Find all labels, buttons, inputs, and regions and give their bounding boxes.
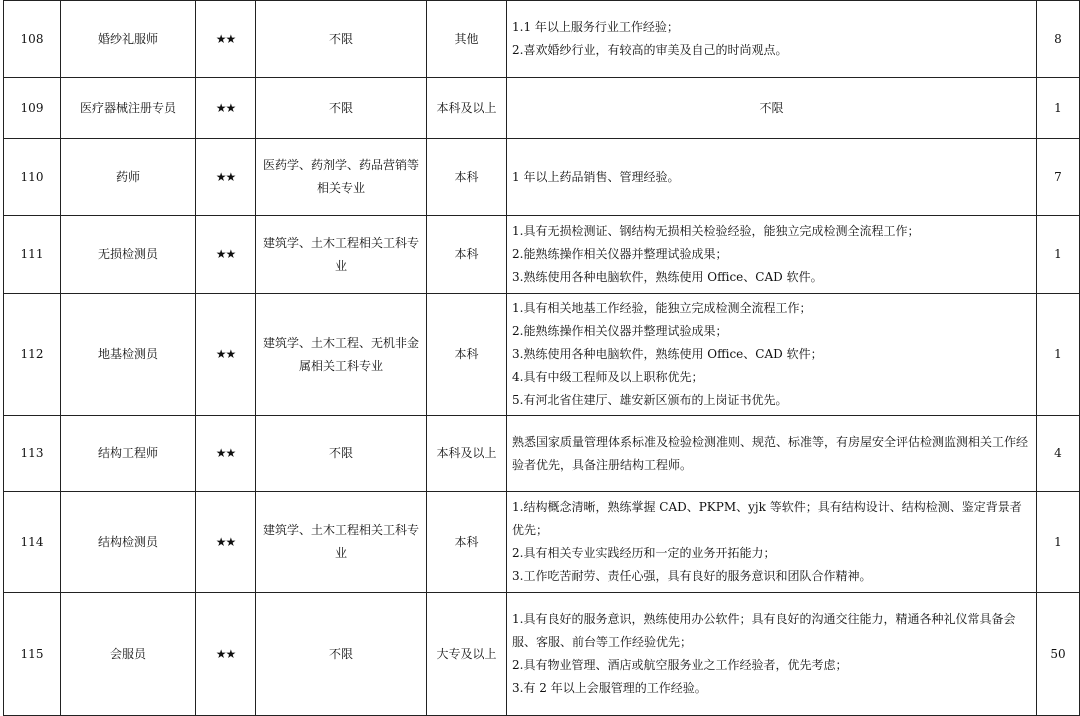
education-cell: 大专及以上 [427, 593, 507, 716]
major-cell: 不限 [256, 78, 427, 139]
star-rating-cell: ★★ [196, 492, 256, 593]
requirement-line: 1.具有无损检测证、钢结构无损相关检验经验，能独立完成检测全流程工作； [512, 220, 1031, 243]
requirement-line: 2.具有相关专业实践经历和一定的业务开拓能力； [512, 542, 1031, 565]
education-cell: 本科及以上 [427, 416, 507, 492]
table-row [4, 1, 1080, 78]
requirement-line: 2.具有物业管理、酒店或航空服务业之工作经验者，优先考虑； [512, 654, 1031, 677]
requirement-line: 1.具有相关地基工作经验，能独立完成检测全流程工作； [512, 297, 1031, 320]
requirement-line: 4.具有中级工程师及以上职称优先； [512, 366, 1031, 389]
requirements-cell [507, 78, 1037, 139]
requirement-line: 1.1 年以上服务行业工作经验； [512, 16, 1031, 39]
requirement-line: 1 年以上药品销售、管理经验。 [512, 166, 1031, 189]
requirements-cell [507, 593, 1037, 716]
table-row [4, 416, 1080, 492]
job-number-cell: 111 [4, 216, 61, 294]
education-cell: 本科 [427, 492, 507, 593]
table-row [4, 492, 1080, 593]
major-cell: 建筑学、土木工程、无机非金属相关工科专业 [256, 294, 427, 416]
star-rating-cell: ★★ [196, 416, 256, 492]
requirements-cell [507, 1, 1037, 78]
table-row [4, 593, 1080, 716]
job-table [3, 0, 1080, 716]
job-number-cell: 113 [4, 416, 61, 492]
major-cell: 医药学、药剂学、药品营销等相关专业 [256, 139, 427, 216]
job-title-cell: 会服员 [61, 593, 196, 716]
major-cell: 不限 [256, 1, 427, 78]
job-title-cell: 医疗器械注册专员 [61, 78, 196, 139]
headcount-cell: 50 [1037, 593, 1080, 716]
table-row [4, 216, 1080, 294]
requirements-cell [507, 416, 1037, 492]
education-cell: 本科 [427, 216, 507, 294]
requirement-line: 1.结构概念清晰，熟练掌握 CAD、PKPM、yjk 等软件；具有结构设计、结构检测、鉴定背景者优先； [512, 496, 1031, 542]
table-row [4, 294, 1080, 416]
job-number-cell: 112 [4, 294, 61, 416]
requirements-cell [507, 492, 1037, 593]
job-number-cell: 114 [4, 492, 61, 593]
education-cell: 本科 [427, 139, 507, 216]
requirement-line: 1.具有良好的服务意识，熟练使用办公软件；具有良好的沟通交往能力，精通各种礼仪常具备会服、客服、前台等工作经验优先； [512, 608, 1031, 654]
major-cell: 建筑学、土木工程相关工科专业 [256, 216, 427, 294]
star-rating-cell: ★★ [196, 593, 256, 716]
job-title-cell: 地基检测员 [61, 294, 196, 416]
major-cell: 不限 [256, 593, 427, 716]
star-rating-cell: ★★ [196, 294, 256, 416]
requirements-cell [507, 294, 1037, 416]
requirement-line: 3.工作吃苦耐劳、责任心强，具有良好的服务意识和团队合作精神。 [512, 565, 1031, 588]
requirement-line: 3.熟练使用各种电脑软件，熟练使用 Office、CAD 软件。 [512, 266, 1031, 289]
requirement-line: 3.有 2 年以上会服管理的工作经验。 [512, 677, 1031, 700]
education-cell: 本科及以上 [427, 78, 507, 139]
job-title-cell: 结构检测员 [61, 492, 196, 593]
headcount-cell: 1 [1037, 78, 1080, 139]
headcount-cell: 7 [1037, 139, 1080, 216]
headcount-cell: 1 [1037, 216, 1080, 294]
job-title-cell: 药师 [61, 139, 196, 216]
job-number-cell: 110 [4, 139, 61, 216]
requirement-line: 2.能熟练操作相关仪器并整理试验成果； [512, 320, 1031, 343]
education-cell: 其他 [427, 1, 507, 78]
job-title-cell: 婚纱礼服师 [61, 1, 196, 78]
star-rating-cell: ★★ [196, 139, 256, 216]
requirements-cell [507, 139, 1037, 216]
job-title-cell: 无损检测员 [61, 216, 196, 294]
requirement-line: 2.喜欢婚纱行业，有较高的审美及自己的时尚观点。 [512, 39, 1031, 62]
job-number-cell: 108 [4, 1, 61, 78]
table-row [4, 78, 1080, 139]
headcount-cell: 1 [1037, 492, 1080, 593]
job-number-cell: 109 [4, 78, 61, 139]
table-row [4, 139, 1080, 216]
star-rating-cell: ★★ [196, 1, 256, 78]
requirement-line: 熟悉国家质量管理体系标准及检验检测准则、规范、标准等，有房屋安全评估检测监测相关工作经验者优先，具备注册结构工程师。 [512, 431, 1031, 477]
headcount-cell: 4 [1037, 416, 1080, 492]
major-cell: 建筑学、土木工程相关工科专业 [256, 492, 427, 593]
job-table-body [4, 1, 1080, 716]
requirements-cell [507, 216, 1037, 294]
star-rating-cell: ★★ [196, 216, 256, 294]
star-rating-cell: ★★ [196, 78, 256, 139]
job-number-cell: 115 [4, 593, 61, 716]
requirement-line: 3.熟练使用各种电脑软件，熟练使用 Office、CAD 软件； [512, 343, 1031, 366]
headcount-cell: 8 [1037, 1, 1080, 78]
headcount-cell: 1 [1037, 294, 1080, 416]
requirement-line: 2.能熟练操作相关仪器并整理试验成果； [512, 243, 1031, 266]
education-cell: 本科 [427, 294, 507, 416]
requirement-line: 不限 [512, 97, 1031, 120]
major-cell: 不限 [256, 416, 427, 492]
requirement-line: 5.有河北省住建厅、雄安新区颁布的上岗证书优先。 [512, 389, 1031, 412]
job-title-cell: 结构工程师 [61, 416, 196, 492]
